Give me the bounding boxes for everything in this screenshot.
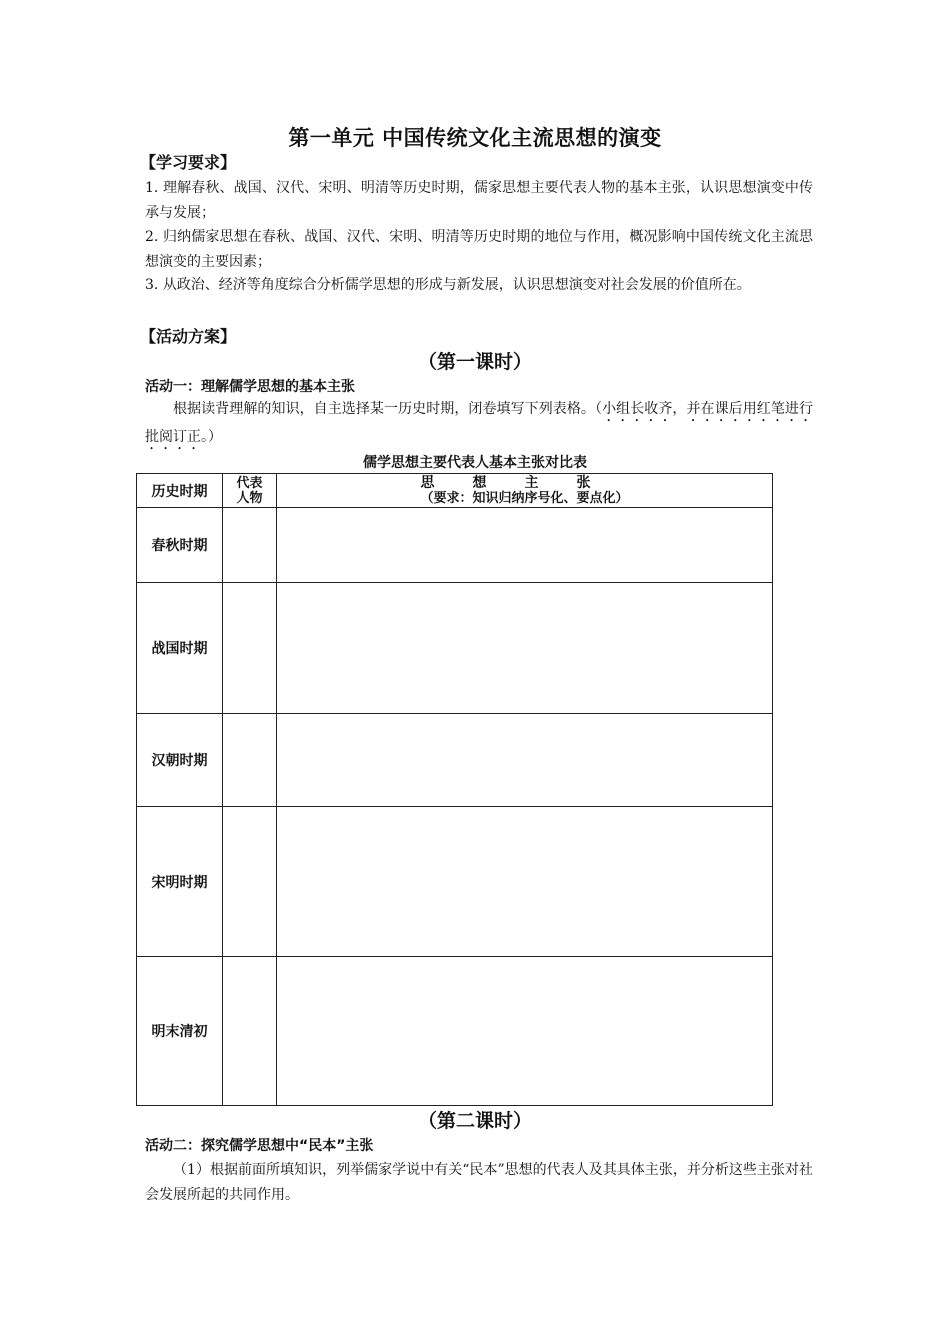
header-period: 历史时期 — [137, 474, 223, 508]
activity2-title: 活动二：探究儒学思想中“民本”主张 — [145, 1138, 374, 1154]
person-cell[interactable] — [223, 714, 277, 807]
person-cell[interactable] — [223, 583, 277, 714]
header-ideas: 思想主张 （要求：知识归纳序号化、要点化） — [277, 474, 773, 508]
lesson2-label: （第二课时） — [417, 1110, 532, 1132]
ideas-cell[interactable] — [277, 508, 773, 583]
table-row — [137, 508, 773, 583]
period-cell: 春秋时期 — [137, 508, 223, 583]
plan-heading: 【活动方案】 — [140, 327, 237, 346]
ideas-cell[interactable] — [277, 957, 773, 1106]
period-cell: 明末清初 — [137, 957, 223, 1106]
period-cell: 汉朝时期 — [137, 714, 223, 807]
header-person: 代表 人物 — [223, 474, 277, 508]
period-cell: 战国时期 — [137, 583, 223, 714]
ideas-cell[interactable] — [277, 714, 773, 807]
ideas-cell[interactable] — [277, 807, 773, 957]
ideas-cell[interactable] — [277, 583, 773, 714]
activity2-question-1: （1）根据前面所填知识，列举儒家学说中有关“民本”思想的代表人及其具体主张，并分析这些主张对社会发展所起的共同作用。 — [145, 1162, 813, 1203]
requirement-item-1: 1. 理解春秋、战国、汉代、宋明、明清等历史时期，儒家思想主要代表人物的基本主张，认识思想演变中传承与发展； — [145, 180, 813, 221]
table-caption: 儒学思想主要代表人基本主张对比表 — [363, 455, 587, 471]
comparison-table — [136, 473, 773, 1106]
person-cell[interactable] — [223, 957, 277, 1106]
instruction-emphasis: （小组长收齐，并在课后用红笔进行批阅订正。） — [145, 401, 813, 445]
lesson1-label: （第一课时） — [417, 351, 532, 373]
activity1-title: 活动一：理解儒学思想的基本主张 — [145, 379, 355, 395]
person-cell[interactable] — [223, 508, 277, 583]
table-row — [137, 807, 773, 957]
table-row — [137, 583, 773, 714]
table-row — [137, 714, 773, 807]
unit-title: 第一单元 中国传统文化主流思想的演变 — [288, 126, 662, 150]
instruction-main: 根据读背理解的知识，自主选择某一历史时期，闭卷填写下列表格。 — [173, 401, 595, 417]
period-cell: 宋明时期 — [137, 807, 223, 957]
table-row — [137, 957, 773, 1106]
requirement-item-3: 3. 从政治、经济等角度综合分析儒学思想的形成与新发展，认识思想演变对社会发展的价值所在。 — [145, 277, 751, 293]
person-cell[interactable] — [223, 807, 277, 957]
requirements-heading: 【学习要求】 — [140, 153, 237, 172]
activity1-instruction — [145, 397, 813, 453]
table-header-row — [137, 474, 773, 508]
requirement-item-2: 2. 归纳儒家思想在春秋、战国、汉代、宋明、明清等历史时期的地位与作用，概况影响中国传统文化主流思想演变的主要因素； — [145, 229, 813, 270]
